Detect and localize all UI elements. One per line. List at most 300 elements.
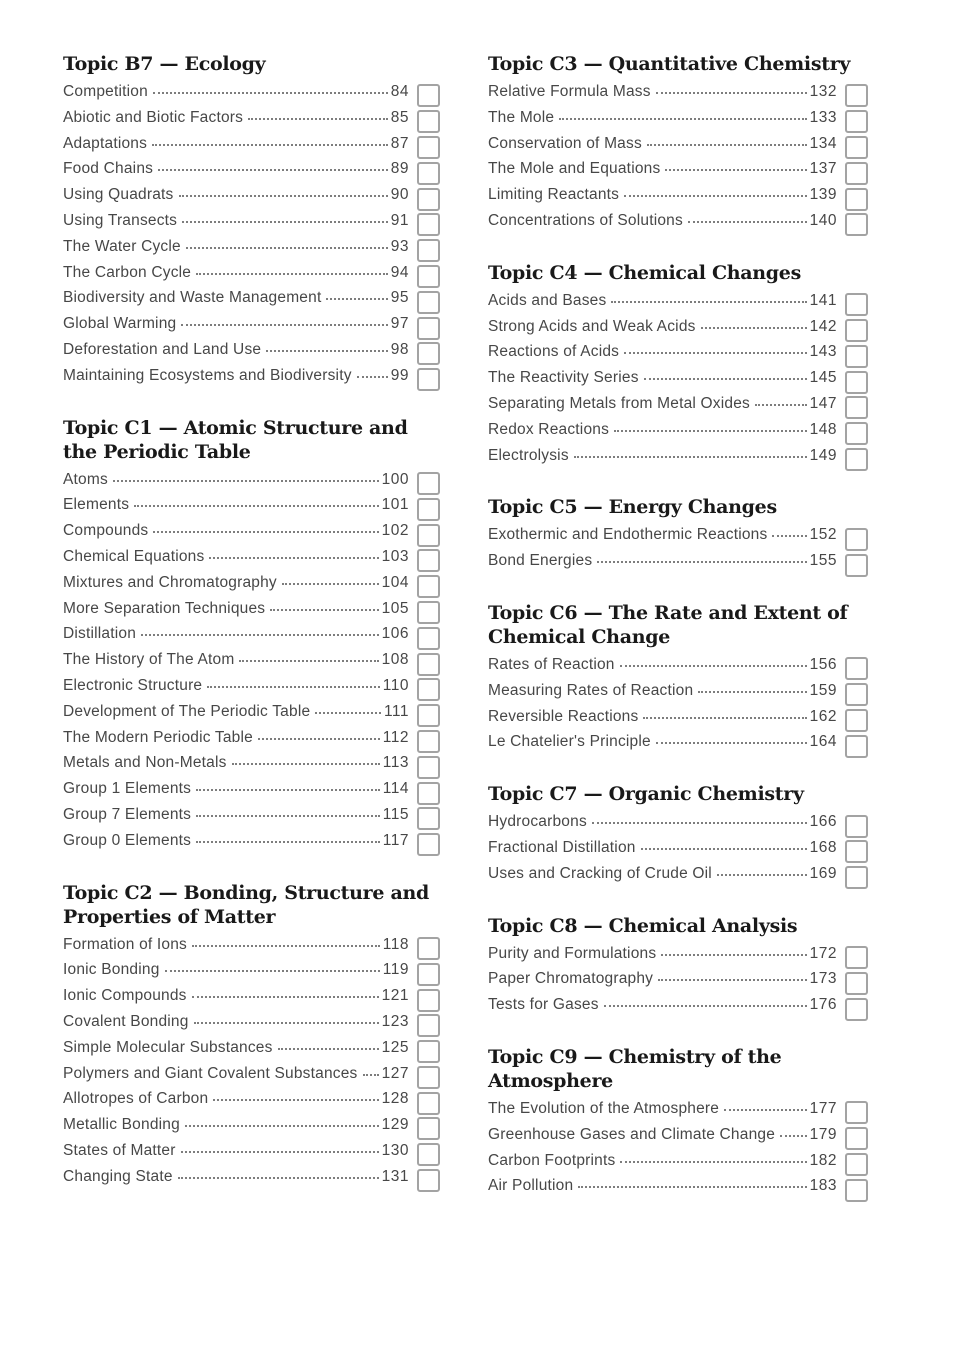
toc-entry	[488, 552, 868, 578]
entry-page-number: 129	[381, 1116, 409, 1134]
entry-label: Reactions of Acids	[488, 343, 620, 361]
entry-page-number: 127	[381, 1064, 409, 1082]
entry-page-number: 183	[809, 1177, 837, 1195]
topic-entries	[63, 936, 440, 1194]
entry-checkbox[interactable]	[845, 972, 868, 995]
entry-checkbox[interactable]	[845, 1127, 868, 1150]
entry-label: Conservation of Mass	[488, 134, 642, 152]
entry-checkbox[interactable]	[845, 345, 868, 368]
entry-page-number: 176	[809, 996, 837, 1014]
entry-checkbox[interactable]	[845, 1153, 868, 1176]
dotted-leader	[647, 144, 807, 146]
entry-checkbox[interactable]	[417, 317, 440, 340]
entry-label: Measuring Rates of Reaction	[488, 681, 694, 699]
entry-checkbox[interactable]	[417, 601, 440, 624]
entry-checkbox[interactable]	[417, 1014, 440, 1037]
dotted-leader	[724, 1109, 807, 1111]
entry-checkbox[interactable]	[417, 678, 440, 701]
dotted-leader	[248, 118, 388, 120]
entry-page-number: 149	[809, 446, 837, 464]
entry-page-number: 98	[390, 340, 409, 358]
entry-page-number: 95	[390, 289, 409, 307]
toc-entry	[63, 289, 440, 315]
entry-page-number: 90	[390, 186, 409, 204]
entry-page-number: 97	[390, 315, 409, 333]
topic-entries	[488, 292, 868, 473]
topic-title: Topic C8 — Chemical Analysis	[488, 914, 798, 937]
toc-entry	[63, 522, 440, 548]
entry-checkbox[interactable]	[417, 291, 440, 314]
dotted-leader	[578, 1186, 806, 1188]
toc-entry	[488, 369, 868, 395]
entry-checkbox[interactable]	[417, 1169, 440, 1192]
entry-label: Elements	[63, 496, 130, 514]
entry-checkbox[interactable]	[417, 472, 440, 495]
entry-page-number: 133	[809, 108, 837, 126]
dotted-leader	[192, 945, 380, 947]
topic-entries	[488, 945, 868, 1022]
topic-title: Topic C9 — Chemistry of the Atmosphere	[488, 1045, 782, 1092]
entry-page-number: 108	[381, 651, 409, 669]
topic-section	[488, 52, 868, 238]
entry-checkbox[interactable]	[845, 448, 868, 471]
dotted-leader	[185, 1125, 379, 1127]
toc-entry	[63, 806, 440, 832]
entry-checkbox[interactable]	[845, 815, 868, 838]
entry-label: Separating Metals from Metal Oxides	[488, 394, 750, 412]
toc-entry	[63, 160, 440, 186]
entry-checkbox[interactable]	[845, 709, 868, 732]
entry-page-number: 128	[381, 1090, 409, 1108]
entry-label: Biodiversity and Waste Management	[63, 289, 322, 307]
entry-page-number: 177	[809, 1099, 837, 1117]
dotted-leader	[658, 979, 807, 981]
entry-checkbox[interactable]	[417, 782, 440, 805]
entry-checkbox[interactable]	[417, 704, 440, 727]
entry-label: Abiotic and Biotic Factors	[63, 108, 244, 126]
entry-checkbox[interactable]	[417, 756, 440, 779]
entry-label: Greenhouse Gases and Climate Change	[488, 1125, 776, 1143]
entry-checkbox[interactable]	[845, 998, 868, 1021]
dotted-leader	[665, 169, 806, 171]
entry-checkbox[interactable]	[417, 833, 440, 856]
dotted-leader	[266, 350, 388, 352]
topic-entries	[488, 83, 868, 238]
entry-checkbox[interactable]	[417, 524, 440, 547]
entry-label: Strong Acids and Weak Acids	[488, 317, 696, 335]
entry-label: The Evolution of the Atmosphere	[488, 1099, 720, 1117]
toc-entry	[63, 367, 440, 393]
dotted-leader	[192, 996, 379, 998]
dotted-leader	[141, 634, 379, 636]
entry-label: Electronic Structure	[63, 676, 203, 694]
entry-label: Bond Energies	[488, 552, 593, 570]
toc-entry	[63, 471, 440, 497]
entry-page-number: 166	[809, 813, 837, 831]
dotted-leader	[153, 531, 378, 533]
toc-entry	[63, 1039, 440, 1065]
topic-title: Topic C4 — Chemical Changes	[488, 261, 801, 284]
topic-section	[488, 782, 868, 890]
toc-entry	[63, 961, 440, 987]
dotted-leader	[153, 92, 388, 94]
entry-checkbox[interactable]	[845, 866, 868, 889]
entry-checkbox[interactable]	[417, 1092, 440, 1115]
dotted-leader	[661, 954, 806, 956]
entry-label: States of Matter	[63, 1141, 176, 1159]
entry-checkbox[interactable]	[845, 396, 868, 419]
toc-entry	[63, 780, 440, 806]
toc-entry	[488, 186, 868, 212]
entry-label: Acids and Bases	[488, 291, 607, 309]
dotted-leader	[315, 712, 381, 714]
entry-page-number: 106	[381, 625, 409, 643]
entry-page-number: 130	[381, 1141, 409, 1159]
entry-checkbox[interactable]	[845, 188, 868, 211]
dotted-leader	[196, 789, 380, 791]
topic-title: Topic C2 — Bonding, Structure and Properties of Matter	[63, 881, 429, 928]
entry-page-number: 155	[809, 552, 837, 570]
topic-entries	[63, 83, 440, 393]
entry-page-number: 131	[381, 1167, 409, 1185]
dotted-leader	[717, 874, 807, 876]
dotted-leader	[213, 1099, 378, 1101]
dotted-leader	[182, 221, 388, 223]
toc-entry	[63, 548, 440, 574]
dotted-leader	[559, 118, 806, 120]
toc-entry	[488, 733, 868, 759]
topic-entries	[488, 526, 868, 578]
entry-page-number: 173	[809, 970, 837, 988]
entry-page-number: 93	[390, 237, 409, 255]
entry-page-number: 172	[809, 944, 837, 962]
dotted-leader	[611, 301, 806, 303]
dotted-leader	[772, 535, 806, 537]
entry-label: The Carbon Cycle	[63, 263, 192, 281]
dotted-leader	[326, 298, 387, 300]
toc-entry	[488, 945, 868, 971]
dotted-leader	[620, 665, 807, 667]
entry-label: Maintaining Ecosystems and Biodiversity	[63, 366, 352, 384]
topic-title: Topic B7 — Ecology	[63, 53, 266, 75]
entry-page-number: 110	[382, 676, 409, 694]
entry-page-number: 152	[809, 526, 837, 544]
entry-checkbox[interactable]	[845, 136, 868, 159]
entry-page-number: 112	[382, 728, 409, 746]
entry-page-number: 168	[809, 838, 837, 856]
dotted-leader	[688, 221, 807, 223]
toc-entry	[63, 264, 440, 290]
toc-entry	[63, 1013, 440, 1039]
dotted-leader	[165, 970, 380, 972]
dotted-leader	[196, 841, 380, 843]
dotted-leader	[780, 1135, 807, 1137]
entry-page-number: 99	[390, 366, 409, 384]
topic-title: Topic C3 — Quantitative Chemistry	[488, 53, 851, 75]
entry-checkbox[interactable]	[417, 84, 440, 107]
toc-entry	[63, 987, 440, 1013]
entry-label: Fractional Distillation	[488, 838, 636, 856]
entry-label: Redox Reactions	[488, 420, 610, 438]
entry-checkbox[interactable]	[417, 342, 440, 365]
dotted-leader	[641, 848, 807, 850]
toc-entry	[488, 682, 868, 708]
entry-label: Purity and Formulations	[488, 944, 657, 962]
entry-checkbox[interactable]	[845, 371, 868, 394]
entry-checkbox[interactable]	[845, 319, 868, 342]
entry-checkbox[interactable]	[417, 653, 440, 676]
entry-label: Carbon Footprints	[488, 1151, 616, 1169]
entry-page-number: 118	[382, 935, 409, 953]
toc-entry	[63, 186, 440, 212]
dotted-leader	[152, 144, 388, 146]
toc-entry	[63, 600, 440, 626]
dotted-leader	[239, 660, 378, 662]
entry-label: The Mole and Equations	[488, 160, 661, 178]
entry-checkbox[interactable]	[417, 807, 440, 830]
toc-entry	[488, 212, 868, 238]
dotted-leader	[282, 583, 379, 585]
entry-label: Competition	[63, 83, 148, 100]
entry-checkbox[interactable]	[417, 368, 440, 391]
entry-page-number: 114	[382, 780, 409, 798]
dotted-leader	[194, 1022, 379, 1024]
toc-entry	[63, 212, 440, 238]
entry-checkbox[interactable]	[417, 549, 440, 572]
entry-checkbox[interactable]	[417, 239, 440, 262]
toc-entry	[63, 238, 440, 264]
entry-checkbox[interactable]	[845, 162, 868, 185]
toc-entry	[488, 447, 868, 473]
dotted-leader	[181, 324, 387, 326]
entry-label: The Reactivity Series	[488, 369, 639, 387]
dotted-leader	[179, 195, 388, 197]
topic-section	[488, 601, 868, 759]
toc-entry	[488, 343, 868, 369]
toc-entry	[488, 1126, 868, 1152]
toc-entry	[63, 1065, 440, 1091]
entry-label: Metals and Non-Metals	[63, 754, 227, 772]
toc-entry	[488, 135, 868, 161]
entry-checkbox[interactable]	[417, 1066, 440, 1089]
entry-label: Mixtures and Chromatography	[63, 573, 277, 591]
topic-entries	[488, 813, 868, 890]
dotted-leader	[624, 352, 807, 354]
dotted-leader	[278, 1048, 379, 1050]
entry-label: Hydrocarbons	[488, 813, 587, 831]
entry-label: Paper Chromatography	[488, 970, 654, 988]
entry-page-number: 104	[381, 573, 409, 591]
entry-label: Deforestation and Land Use	[63, 340, 262, 358]
toc-entry	[488, 813, 868, 839]
dotted-leader	[574, 456, 807, 458]
entry-checkbox[interactable]	[845, 1101, 868, 1124]
left-column	[63, 52, 440, 1193]
entry-page-number: 103	[381, 547, 409, 565]
entry-page-number: 139	[809, 186, 837, 204]
entry-checkbox[interactable]	[845, 84, 868, 107]
entry-page-number: 143	[809, 343, 837, 361]
entry-checkbox[interactable]	[845, 422, 868, 445]
entry-checkbox[interactable]	[417, 213, 440, 236]
toc-entry	[63, 729, 440, 755]
toc-entry	[63, 677, 440, 703]
entry-page-number: 132	[809, 83, 837, 100]
dotted-leader	[258, 738, 380, 740]
entry-page-number: 162	[809, 707, 837, 725]
entry-page-number: 115	[382, 805, 409, 823]
dotted-leader	[209, 557, 378, 559]
entry-checkbox[interactable]	[845, 554, 868, 577]
entry-checkbox[interactable]	[845, 840, 868, 863]
entry-checkbox[interactable]	[417, 498, 440, 521]
topic-entries	[63, 471, 440, 858]
toc-entry	[488, 160, 868, 186]
entry-page-number: 148	[809, 420, 837, 438]
entry-page-number: 113	[382, 754, 409, 772]
dotted-leader	[113, 480, 379, 482]
entry-label: Food Chains	[63, 160, 154, 178]
entry-page-number: 164	[809, 733, 837, 751]
entry-checkbox[interactable]	[845, 946, 868, 969]
entry-checkbox[interactable]	[417, 136, 440, 159]
entry-label: Development of The Periodic Table	[63, 702, 311, 720]
entry-page-number: 117	[382, 831, 409, 849]
entry-checkbox[interactable]	[417, 162, 440, 185]
dotted-leader	[196, 815, 380, 817]
entry-checkbox[interactable]	[845, 1179, 868, 1202]
dotted-leader	[181, 1151, 379, 1153]
entry-label: Metallic Bonding	[63, 1116, 180, 1134]
toc-entry	[63, 703, 440, 729]
entry-page-number: 141	[809, 291, 837, 309]
entry-page-number: 100	[381, 470, 409, 488]
toc-entry	[488, 292, 868, 318]
toc-entry	[488, 1177, 868, 1203]
entry-label: Tests for Gases	[488, 996, 599, 1014]
entry-checkbox[interactable]	[845, 657, 868, 680]
entry-checkbox[interactable]	[417, 937, 440, 960]
entry-checkbox[interactable]	[417, 627, 440, 650]
entry-checkbox[interactable]	[417, 1143, 440, 1166]
entry-label: Changing State	[63, 1167, 173, 1185]
dotted-leader	[614, 430, 807, 432]
dotted-leader	[592, 822, 807, 824]
toc-entry	[63, 1168, 440, 1194]
entry-page-number: 182	[809, 1151, 837, 1169]
entry-checkbox[interactable]	[417, 1040, 440, 1063]
topic-title: Topic C1 — Atomic Structure and the Periodic Table	[63, 416, 408, 463]
dotted-leader	[644, 378, 807, 380]
dotted-leader	[363, 1074, 379, 1076]
entry-label: Atoms	[63, 470, 108, 488]
toc-entry	[63, 832, 440, 858]
entry-checkbox[interactable]	[417, 963, 440, 986]
toc-entry	[63, 496, 440, 522]
entry-label: Using Quadrats	[63, 186, 174, 204]
entry-checkbox[interactable]	[417, 1117, 440, 1140]
topic-section	[63, 416, 440, 858]
entry-label: Ionic Bonding	[63, 961, 160, 979]
entry-label: The Modern Periodic Table	[63, 728, 253, 746]
toc-entry	[63, 341, 440, 367]
toc-entry	[63, 625, 440, 651]
entry-page-number: 101	[381, 496, 409, 514]
entry-checkbox[interactable]	[845, 735, 868, 758]
entry-page-number: 156	[809, 655, 837, 673]
entry-label: Uses and Cracking of Crude Oil	[488, 864, 712, 882]
entry-checkbox[interactable]	[417, 110, 440, 133]
entry-page-number: 169	[809, 864, 837, 882]
entry-label: Electrolysis	[488, 446, 569, 464]
toc-entry	[488, 83, 868, 109]
toc-entry	[63, 1142, 440, 1168]
entry-checkbox[interactable]	[845, 528, 868, 551]
topic-section	[63, 52, 440, 393]
entry-checkbox[interactable]	[417, 575, 440, 598]
entry-checkbox[interactable]	[417, 989, 440, 1012]
entry-label: Limiting Reactants	[488, 186, 620, 204]
topic-section	[488, 914, 868, 1022]
toc-entry	[488, 421, 868, 447]
entry-checkbox[interactable]	[845, 213, 868, 236]
toc-entry	[488, 109, 868, 135]
entry-label: Ionic Compounds	[63, 987, 187, 1005]
dotted-leader	[178, 1177, 379, 1179]
entry-page-number: 145	[809, 369, 837, 387]
entry-page-number: 137	[809, 160, 837, 178]
entry-page-number: 142	[809, 317, 837, 335]
entry-checkbox[interactable]	[845, 110, 868, 133]
toc-entry	[63, 651, 440, 677]
entry-label: Global Warming	[63, 315, 177, 333]
entry-label: Adaptations	[63, 134, 148, 152]
entry-label: Allotropes of Carbon	[63, 1090, 209, 1108]
entry-page-number: 179	[809, 1125, 837, 1143]
topic-title: Topic C6 — The Rate and Extent of Chemical Change	[488, 601, 848, 648]
entry-label: The Water Cycle	[63, 237, 181, 255]
entry-label: Distillation	[63, 625, 137, 643]
toc-entry	[488, 970, 868, 996]
dotted-leader	[357, 376, 388, 378]
toc-entry	[63, 109, 440, 135]
topic-section	[63, 881, 440, 1194]
toc-entry	[488, 865, 868, 891]
dotted-leader	[656, 92, 807, 94]
dotted-leader	[186, 247, 388, 249]
entry-page-number: 87	[390, 134, 409, 152]
entry-label: Rates of Reaction	[488, 655, 615, 673]
entry-checkbox[interactable]	[845, 683, 868, 706]
topic-section	[488, 261, 868, 473]
entry-page-number: 140	[809, 211, 837, 229]
entry-label: Relative Formula Mass	[488, 83, 651, 100]
entry-checkbox[interactable]	[417, 730, 440, 753]
dotted-leader	[656, 742, 807, 744]
entry-checkbox[interactable]	[417, 188, 440, 211]
toc-entry	[488, 839, 868, 865]
entry-label: Group 1 Elements	[63, 780, 192, 798]
entry-checkbox[interactable]	[845, 293, 868, 316]
entry-checkbox[interactable]	[417, 265, 440, 288]
entry-page-number: 85	[390, 108, 409, 126]
toc-entry	[63, 135, 440, 161]
topic-entries	[488, 656, 868, 759]
dotted-leader	[620, 1161, 806, 1163]
dotted-leader	[270, 609, 378, 611]
toc-entry	[63, 83, 440, 109]
toc-entry	[488, 1152, 868, 1178]
